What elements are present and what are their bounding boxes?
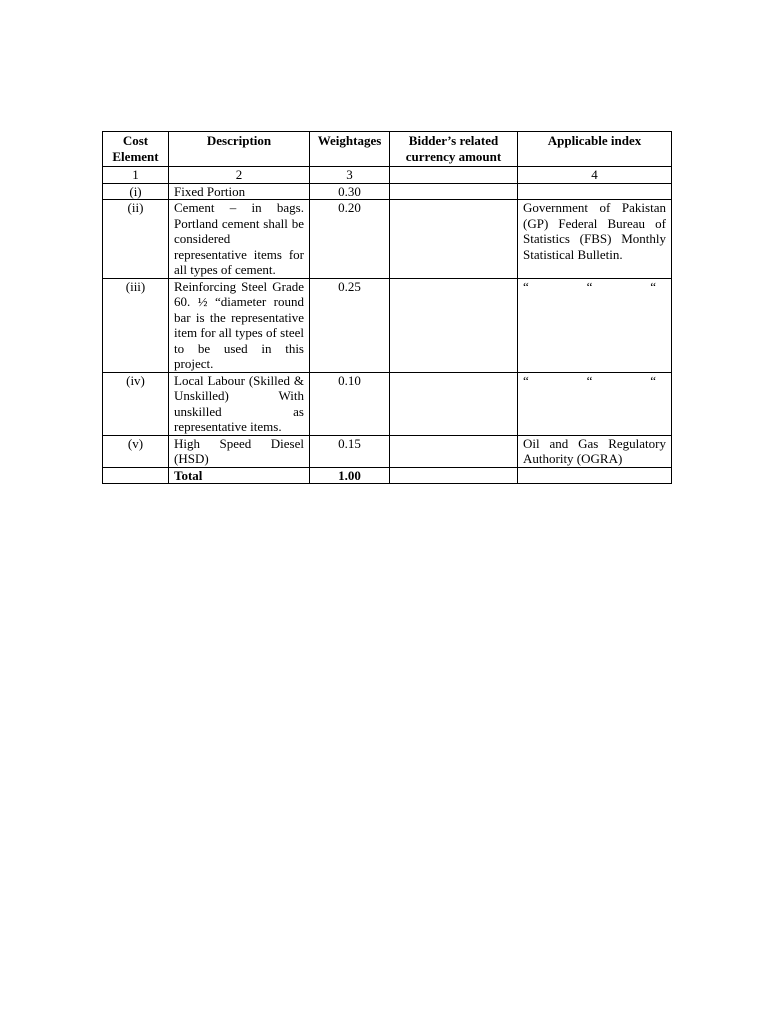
total-label: Total [169,467,310,484]
index-cell [518,278,672,372]
table-row [103,372,672,435]
table-row [103,278,672,372]
weightage-cell: 0.15 [310,435,390,467]
weightage-cell: 0.20 [310,200,390,279]
weightage-cell: 0.25 [310,278,390,372]
ditto-mark: “ [650,278,656,294]
cost-element-cell: (ii) [103,200,169,279]
amount-cell [390,200,518,279]
index-cell: Government of Pakistan (GP) Federal Bureau of Statistics (FBS) Monthly Statistical Bulletin. [518,200,672,279]
cost-element-cell: (v) [103,435,169,467]
ditto-mark: “ [650,372,656,388]
numbering-row [103,167,672,184]
numbering-cell: 1 [103,167,169,184]
amount-cell [390,435,518,467]
header-applicable-index: Applicable index [518,132,672,167]
total-empty-cell [103,467,169,484]
index-cell [518,183,672,200]
total-empty-cell [390,467,518,484]
amount-cell [390,278,518,372]
header-cost-element: Cost Element [103,132,169,167]
table-header-row [103,132,672,167]
description-cell: Reinforcing Steel Grade 60. ½ “diameter round bar is the representative item for all types of steel to be used in this project. [169,278,310,372]
table-row [103,200,672,279]
table-row [103,183,672,200]
ditto-marks [523,373,666,389]
header-weightages: Weightages [310,132,390,167]
total-weightage: 1.00 [310,467,390,484]
amount-cell [390,183,518,200]
header-description: Description [169,132,310,167]
index-cell [518,372,672,435]
amount-cell [390,372,518,435]
description-cell: Fixed Portion [169,183,310,200]
ditto-mark: “ [586,372,593,388]
ditto-mark: “ [523,278,529,294]
total-row [103,467,672,484]
ditto-mark: “ [523,372,529,388]
description-cell: High Speed Diesel (HSD) [169,435,310,467]
header-bidder-amount: Bidder’s related currency amount [390,132,518,167]
description-cell: Local Labour (Skilled & Unskilled) With unskilled as representative items. [169,372,310,435]
index-cell: Oil and Gas Regulatory Authority (OGRA) [518,435,672,467]
total-empty-cell [518,467,672,484]
numbering-cell [390,167,518,184]
numbering-cell: 4 [518,167,672,184]
cost-element-cell: (i) [103,183,169,200]
description-cell: Cement – in bags. Portland cement shall be considered representative items for all types of cement. [169,200,310,279]
weightage-cell: 0.30 [310,183,390,200]
weightage-cell: 0.10 [310,372,390,435]
cost-element-cell: (iv) [103,372,169,435]
table-row [103,435,672,467]
cost-element-cell: (iii) [103,278,169,372]
ditto-marks [523,279,666,295]
ditto-mark: “ [586,278,593,294]
numbering-cell: 3 [310,167,390,184]
numbering-cell: 2 [169,167,310,184]
price-adjustment-table [102,131,672,484]
